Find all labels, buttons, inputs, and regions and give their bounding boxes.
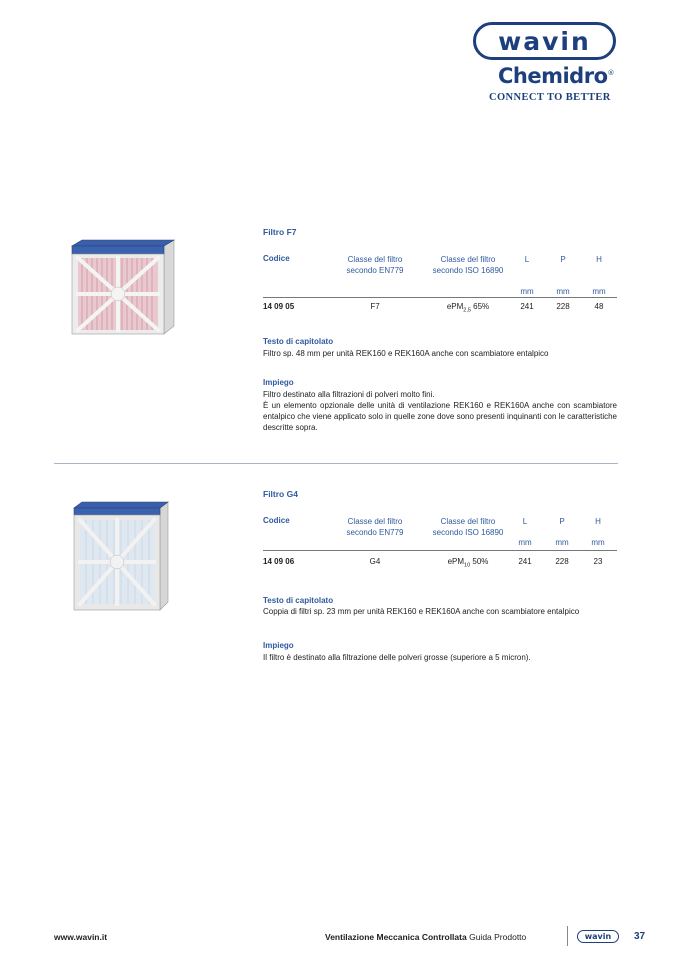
dimension-p: 228 [556,302,570,311]
unit-h: mm [592,287,606,296]
col-header-class-en: Classe del filtro secondo EN779 [346,255,404,275]
page-number: 37 [634,931,646,942]
col-header-code: Codice [263,516,290,525]
unit-l: mm [518,538,532,547]
class-en-value: F7 [370,302,380,311]
col-header-h: H [595,517,601,526]
spec-text: Coppia di filtri sp. 23 mm per unità REK160 e REK160A anche con scambiatore entalpico [263,607,580,616]
col-header-l: L [522,517,528,526]
use-text: Filtro destinato alla filtrazioni di polveri molto fini. È un elemento opzionale delle unità di ventilazione REK160 e REK160A anche con scambiatore entalpico che viene applicato solo in quelle zone dove sono presenti inquinanti con le caratteristiche descritte sopra. [263,390,617,432]
use-title: Impiego [263,641,294,650]
section-divider [54,463,618,464]
use-text: Il filtro è destinato alla filtrazione delle polveri grosse (superiore a 5 micron). [263,653,531,662]
class-iso-value: ePM$_{2,5}$ 65% [446,302,490,314]
col-header-class-iso: Classe del filtro secondo ISO 16890 [432,255,504,275]
footer-url[interactable]: www.wavin.it [54,932,108,942]
filter-f7-image [68,236,178,338]
col-header-p: P [560,255,566,264]
spec-text: Filtro sp. 48 mm per unità REK160 e REK160A anche con scambiatore entalpico [263,349,549,358]
dimension-p: 228 [555,557,569,566]
table-rule [263,297,617,298]
spec-title: Testo di capitolato [263,337,334,346]
use-title: Impiego [263,378,294,387]
col-header-code: Codice [263,254,290,263]
unit-p: mm [556,287,570,296]
col-header-h: H [596,255,602,264]
class-iso-value: ePM$_{10}$ 50% [447,557,489,569]
unit-h: mm [591,538,605,547]
dimension-l: 241 [518,557,532,566]
product-title: Filtro F7 [263,227,297,237]
col-header-l: L [524,255,530,264]
footer-wavin-logo: wavin [577,930,619,943]
dimension-l: 241 [520,302,534,311]
col-header-class-iso: Classe del filtro secondo ISO 16890 [432,517,504,537]
spec-title: Testo di capitolato [263,596,334,605]
dimension-h: 23 [593,557,603,566]
footer-doc-title: Ventilazione Meccanica Controllata Guida Prodotto [325,932,527,942]
footer-separator [567,926,568,946]
wavin-logo [473,22,616,60]
table-rule [263,550,617,551]
class-en-value: G4 [369,557,381,566]
unit-l: mm [520,287,534,296]
col-header-p: P [559,517,565,526]
tagline: CONNECT TO BETTER [489,92,611,103]
product-title: Filtro G4 [263,489,298,499]
product-code: 14 09 05 [263,302,295,311]
wavin-logo-text: wavin [498,26,591,56]
chemidro-logo: Chemidro® [498,64,615,88]
product-code: 14 09 06 [263,557,295,566]
unit-p: mm [555,538,569,547]
col-header-class-en: Classe del filtro secondo EN779 [346,517,404,537]
dimension-h: 48 [594,302,604,311]
filter-g4-image [70,496,176,618]
